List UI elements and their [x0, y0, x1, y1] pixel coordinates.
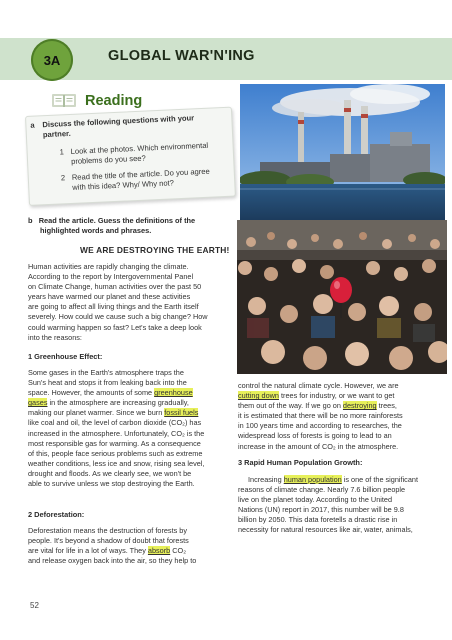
s2-line: Deforestation means the destruction of forests by	[28, 526, 187, 535]
col2-line: it is estimated that there will be no more rainforests	[238, 411, 403, 421]
s1-line: space. However, the amounts of some	[28, 388, 155, 398]
s1-line: weather conditions, less ice and snow, rising sea level,	[28, 458, 205, 468]
power-plant-photo	[240, 84, 445, 220]
highlight-gases: gases	[28, 398, 48, 408]
article-title: WE ARE DESTROYING THE EARTH!	[80, 245, 230, 255]
question-1-number: 1	[59, 147, 65, 157]
col2-line: in 100 years time and according to researches, the	[238, 421, 402, 431]
question-1-line2: problems do you see?	[70, 153, 146, 166]
highlight-human-population: human population	[283, 475, 342, 484]
col2-line: trees for industry, or we want to get	[278, 391, 395, 401]
highlight-absorb: absorb	[147, 546, 171, 556]
book-icon	[52, 93, 76, 108]
task-a-instruction-line2: partner.	[42, 128, 71, 140]
s2-line: people. It's beyond a shadow of doubt that forests	[28, 536, 189, 546]
intro-line: years have warmed our planet and these activities	[28, 292, 191, 302]
highlight-cutting-down: cutting down	[238, 391, 279, 401]
s3-line: billion by 2050. This data foretells a drastic rise in	[238, 515, 398, 525]
s1-line: making our planet warmer. Since we burn	[28, 408, 165, 418]
section-3-heading: 3 Rapid Human Population Growth:	[238, 458, 363, 467]
s2-line: and release oxygen back into the air, so they help to	[28, 556, 197, 566]
question-1-line1: Look at the photos. Which environmental	[70, 140, 209, 156]
col2-line: increase in the amount of CO₂ in the atmosphere.	[238, 441, 399, 451]
intro-line: severely. How could we cause such a big change? How	[28, 312, 208, 322]
unit-title: GLOBAL WAR'N'ING	[108, 48, 255, 64]
s1-line: Sun's heat and stops it from leaking back into the	[28, 378, 187, 388]
highlight-greenhouse: greenhouse	[154, 388, 193, 398]
s3-line: is one of the significant	[341, 475, 418, 484]
s3-line: Increasing	[248, 475, 284, 484]
page-number: 52	[30, 601, 39, 610]
s1-line: like coal and oil, the level of carbon dioxide (CO₂) has	[28, 418, 202, 428]
task-a-letter: a	[30, 120, 35, 130]
intro-line: are going to affect all living things and the Earth itself	[28, 302, 199, 312]
s1-line: in the atmosphere are increasing gradually,	[47, 398, 189, 408]
task-b-line1: Read the article. Guess the definitions of the	[38, 216, 196, 225]
task-b	[28, 216, 195, 236]
s2-line: are vital for life in a lot of ways. They	[28, 546, 148, 556]
question-2-line2: with this idea? Why/ Why not?	[72, 178, 175, 192]
section-2-paragraph	[28, 526, 233, 566]
s3-line: reasons of climate change. Nearly 7.6 billion people	[238, 485, 406, 495]
col2-line: widespread loss of forests is going to lead to an	[238, 431, 392, 441]
s3-line: necessity for natural resources like air, water, animals,	[238, 525, 413, 535]
col2-line: control the natural climate cycle. However, we are	[238, 381, 399, 390]
section-3-paragraph	[238, 475, 443, 536]
s1-line: drought and floods. As we clearly see, we won't be	[28, 468, 192, 478]
s1-line: most responsible gas for warming. As a consequence	[28, 438, 201, 448]
task-a-instruction-line1: Discuss the following questions with your	[42, 113, 195, 130]
col2-line: them out of the way. If we go on	[238, 401, 343, 411]
s1-line: Some gases in the Earth's atmosphere traps the	[28, 368, 184, 377]
section-label-reading: Reading	[85, 93, 143, 109]
s3-line: Nations (UN) report in 2017, this number will be 9.8	[238, 505, 404, 515]
section-1-paragraph	[28, 368, 233, 489]
intro-line: could warming happen so fast? Let's take a deep look	[28, 322, 202, 332]
s1-line: of this, people face serious problems such as extreme	[28, 448, 203, 458]
discussion-card	[25, 107, 236, 206]
intro-paragraph	[28, 262, 233, 343]
intro-line: Human activities are rapidly changing the climate.	[28, 262, 189, 271]
section-1-heading: 1 Greenhouse Effect:	[28, 352, 103, 361]
s3-line: live on the planet today. According to the United	[238, 495, 393, 505]
unit-number: 3A	[43, 52, 61, 68]
s2-line: CO₂	[170, 546, 187, 556]
deforestation-continued	[238, 381, 443, 452]
question-2-number: 2	[60, 173, 66, 183]
intro-line: on Climate Change, human activities over the past 50	[28, 282, 202, 292]
section-2-heading: 2 Deforestation:	[28, 510, 85, 519]
intro-line: According to the report by Intergovernmental Panel	[28, 272, 194, 282]
highlight-destroying: destroying	[342, 401, 377, 411]
task-b-letter: b	[28, 216, 33, 225]
unit-badge	[31, 39, 73, 81]
s1-line: increased in the atmosphere. Unfortunately, CO₂ is the	[28, 428, 205, 438]
s1-line: able to survive unless we stop destroying the Earth.	[28, 479, 195, 489]
crowd-photo	[237, 220, 447, 374]
intro-line: into the reasons:	[28, 332, 82, 342]
task-b-line2: highlighted words and phrases.	[40, 226, 152, 235]
col2-line: trees,	[376, 401, 397, 411]
highlight-fossil-fuels: fossil fuels	[164, 408, 199, 418]
question-2-line1: Read the title of the article. Do you agree	[71, 166, 210, 182]
